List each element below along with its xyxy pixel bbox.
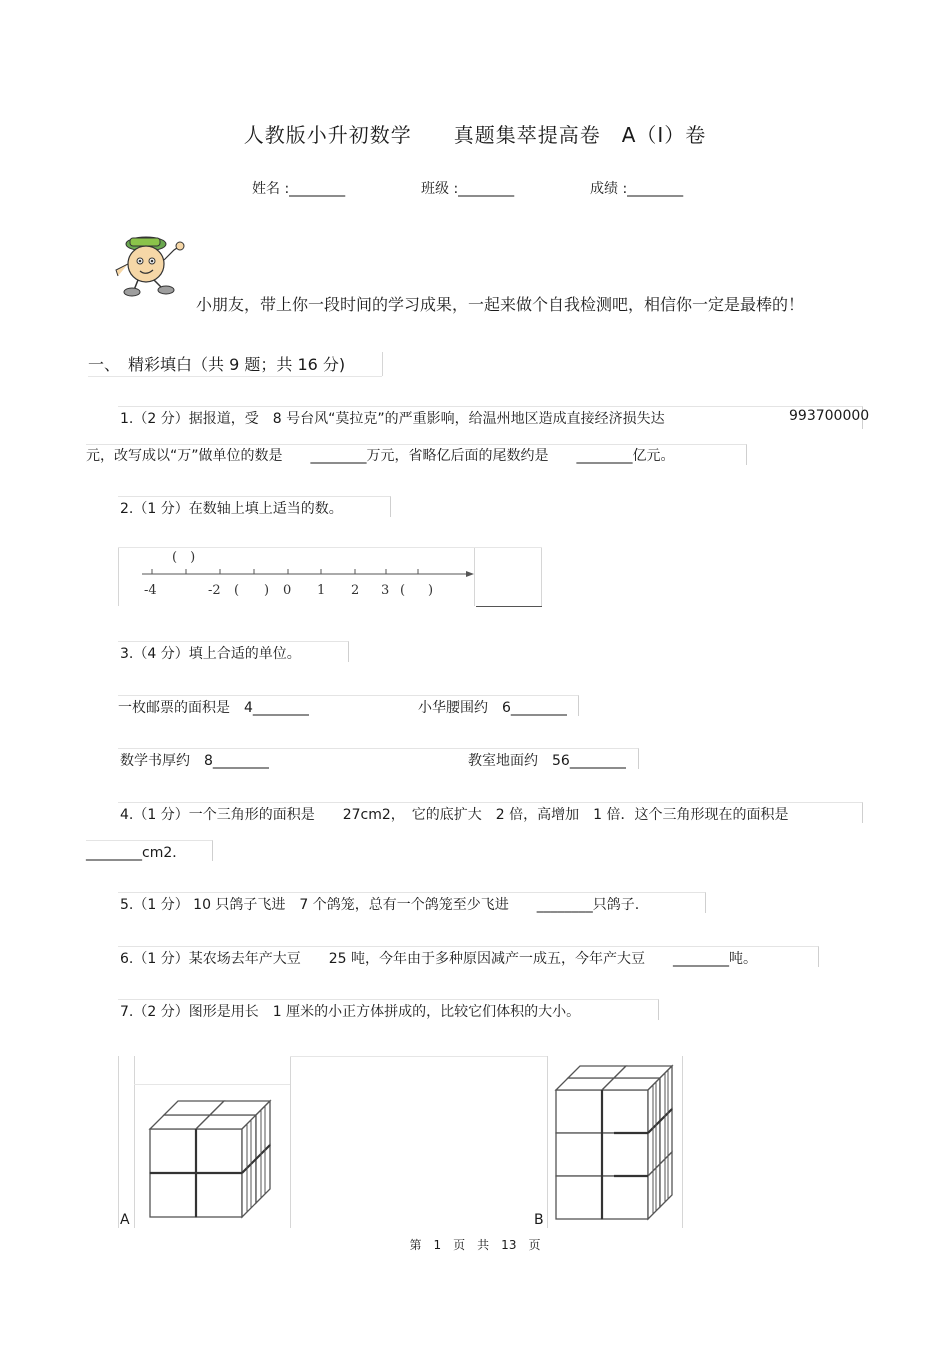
page-title: 人教版小升初数学 真题集萃提高卷 A（I）卷 [243,123,707,147]
page-footer: 第 1 页 共 13 页 [409,1238,541,1252]
question-3-b: 小华腰围约 6________ [418,700,567,716]
intro-text: 小朋友，带上你一段时间的学习成果，一起来做个自我检测吧，相信你一定是最棒的！ [196,295,805,314]
name-field: 姓名 :________ [252,181,346,197]
question-4-line1: 4.（1 分）一个三角形的面积是 27cm2， 它的底扩大 2 倍，高增加 1 倍．这个三角形现在的面积是 [120,807,789,823]
score-field: 成绩 :________ [590,181,684,197]
tick-label: ) [428,583,434,598]
question-5: 5.（1 分） 10 只鸽子飞进 7 个鸽笼，总有一个鸽笼至少飞进 ________只鸽子. [120,897,640,913]
question-3: 3.（4 分）填上合适的单位。 [120,646,301,662]
tick-label: 1 [317,583,326,598]
tick-label: 0 [283,583,292,598]
cube-figure-b [550,1056,682,1224]
tick-label: ( [400,583,406,598]
tick-label: ( [234,583,240,598]
tick-label: 3 [381,583,390,598]
question-2: 2.（1 分）在数轴上填上适当的数。 [120,501,343,517]
tick-label: -2 [208,583,221,598]
tick-label: 2 [351,583,360,598]
mascot-illustration [108,232,190,298]
figure-a-label: A [120,1212,130,1228]
question-7: 7.（2 分）图形是用长 1 厘米的小正方体拼成的，比较它们体积的大小。 [120,1004,581,1020]
section-heading: 一、 精彩填白（共 9 题；共 16 分) [88,355,346,374]
tick-label: -4 [144,583,157,598]
question-1-line1: 1.（2 分）据报道，受 8 号台风“莫拉克”的严重影响，给温州地区造成直接经济损失达 [120,411,665,427]
question-6: 6.（1 分）某农场去年产大豆 25 吨，今年由于多种原因减产一成五，今年产大豆 ________吨。 [120,951,757,967]
number-line-figure [136,548,476,604]
tick-label: ) [264,583,270,598]
question-3-c: 数学书厚约 8________ [120,753,269,769]
question-4-line2: ________cm2． [86,845,187,861]
question-3-a: 一枚邮票的面积是 4________ [118,700,309,716]
question-3-d: 教室地面约 56________ [468,753,626,769]
question-1-line2: 元，改写成以“万”做单位的数是 ________万元，省略亿后面的尾数约是 ________亿元。 [86,448,675,464]
top-paren-label: ( ) [172,550,196,565]
figure-b-label: B [534,1212,544,1228]
question-1-number: 993700000 [789,408,870,424]
class-field: 班级 :________ [421,181,515,197]
cube-figure-a [140,1085,290,1225]
